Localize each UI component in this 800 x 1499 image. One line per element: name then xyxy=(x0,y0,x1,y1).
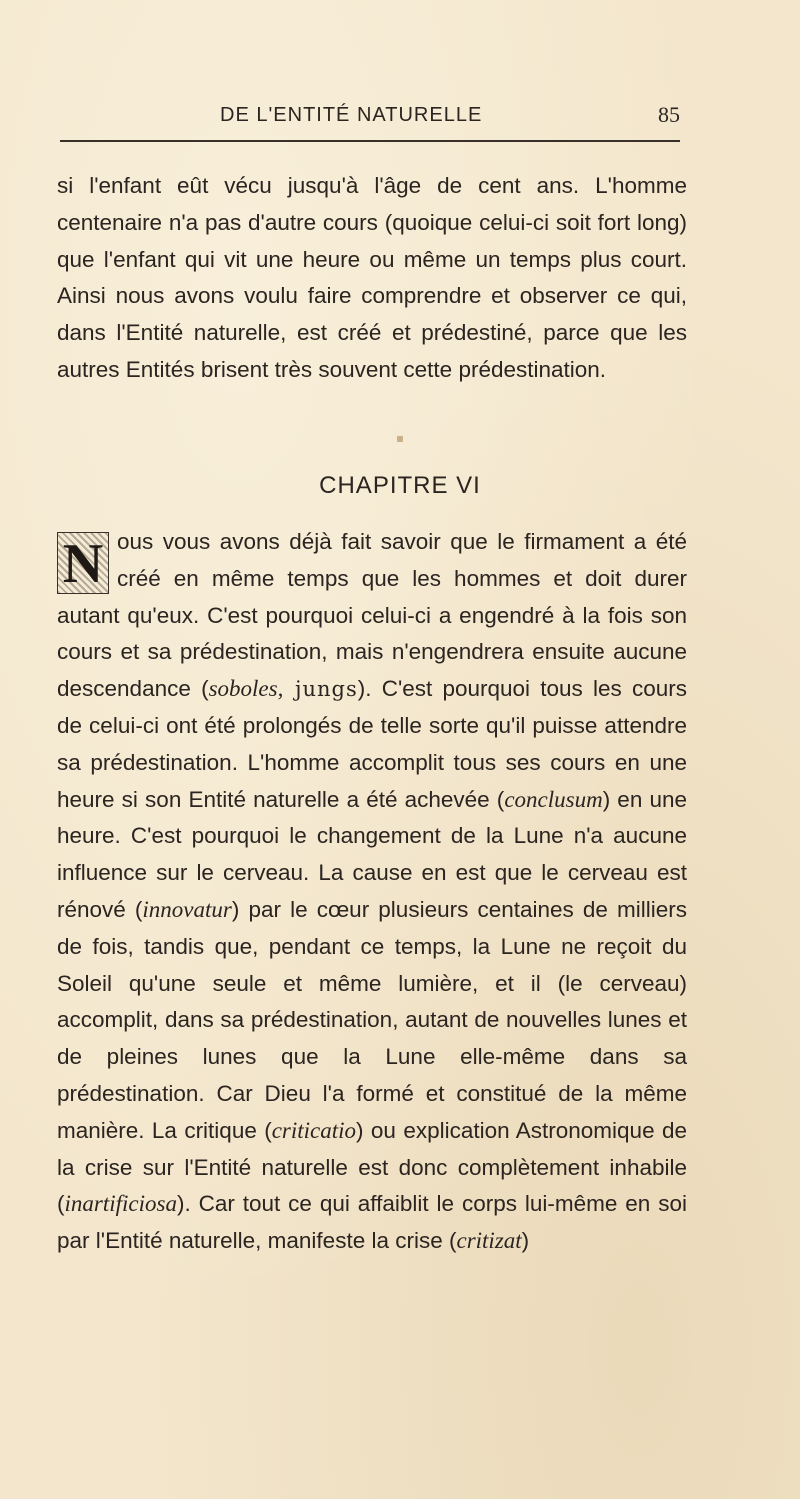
chapter-paragraph xyxy=(57,524,687,1260)
latin-term: innovatur xyxy=(142,896,232,922)
gothic-term: jungs xyxy=(283,677,358,702)
latin-term: criticatio xyxy=(271,1117,357,1143)
latin-term: soboles, xyxy=(208,676,284,702)
header-rule xyxy=(60,140,680,142)
latin-term: conclusum xyxy=(504,786,603,812)
chapter-heading: CHAPITRE VI xyxy=(319,472,481,499)
paragraph-text: si l'enfant eût vécu jusqu'à l'âge de cent ans. L'homme centenaire n'a pas d'autre cours (quoique celui-ci soit fort long) que l'enfant qui vit une heure ou même un temps plus court. Ainsi nous avons voulu faire comprendre et observer ce qui, dans l'Entité naturelle, est créé et prédestiné, parce que les autres Entités brisent très souvent cette prédestination. xyxy=(57,173,687,382)
running-title: DE L'ENTITÉ NATURELLE xyxy=(220,104,483,126)
text-segment: ous vous avons déjà fait savoir que le firmament a été créé en même temps que les hommes et doit durer autant qu'eux. C'est pourquoi celui-ci a engendré à la fois son cours et sa prédestination, mais n'engendrera ensuite aucune descendance ( xyxy=(57,529,687,702)
paragraph-continuation xyxy=(57,168,687,389)
text-segment: ) par le cœur plusieurs centaines de milliers de fois, tandis que, pendant ce temps, la Lune ne reçoit du Soleil qu'une seule et même lumière, et il (le cerveau) accomplit, dans sa prédestination, autant de nouvelles lunes et de pleines lunes que la Lune elle-même dans sa prédestination. Car Dieu l'a formé et constitué de la même manière. La critique ( xyxy=(57,896,687,1143)
running-head xyxy=(60,100,680,134)
text-segment: ) ou explication Astronomique de la crise sur l'Entité naturelle est donc complètement inhabile ( xyxy=(57,1117,687,1217)
text-segment: ). Car tout ce qui affaiblit le corps lui-même en soi par l'Entité naturelle, manifeste la crise ( xyxy=(57,1191,687,1254)
text-segment: ) xyxy=(521,1228,530,1254)
section-ornament xyxy=(397,436,403,442)
page-number: 85 xyxy=(658,102,680,127)
latin-term: inartificiosa xyxy=(64,1191,177,1217)
latin-term: critizat xyxy=(456,1228,522,1254)
text-segment: ). C'est pourquoi tous les cours de celui-ci ont été prolongés de telle sorte qu'il puisse attendre sa prédestination. L'homme accomplit tous ses cours en une heure si son Entité naturelle a été achevée ( xyxy=(57,676,687,812)
drop-cap xyxy=(57,532,109,594)
drop-cap-letter: N xyxy=(62,533,104,595)
text-segment: ) en une heure. C'est pourquoi le changement de la Lune n'a aucune influence sur le cerveau. La cause en est que le cerveau est rénové ( xyxy=(57,786,688,922)
